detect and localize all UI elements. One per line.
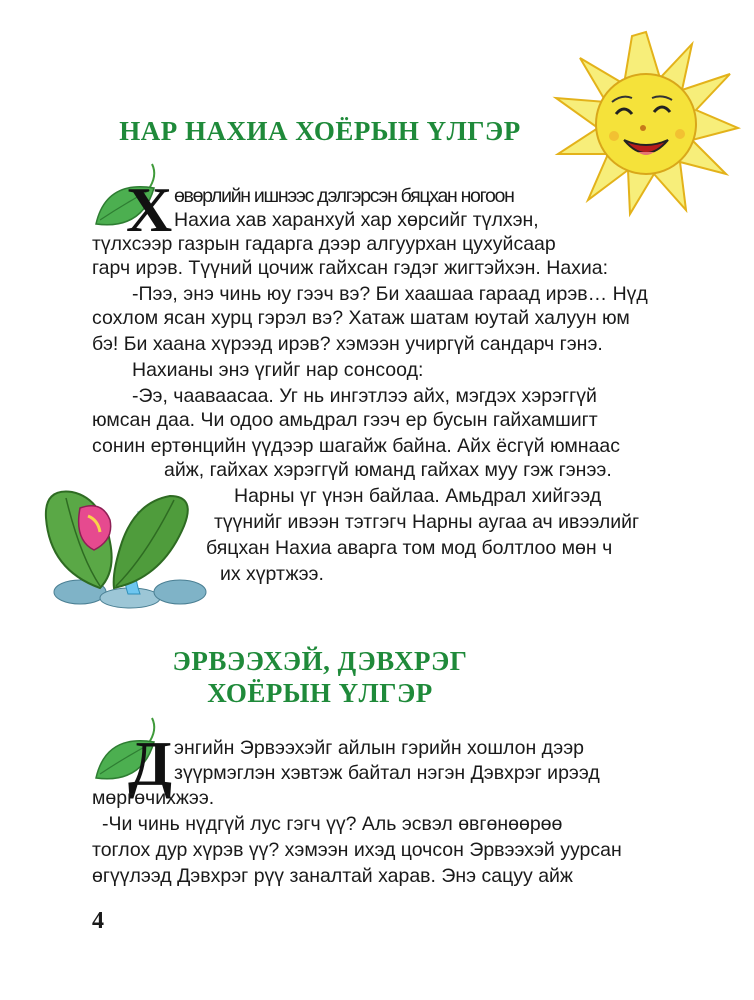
story1-line: гарч ирэв. Түүний цочиж гайхсан гэдэг жигтэйхэн. Нахиа:	[92, 257, 609, 279]
story2-title-line1: ЭРВЭЭХЭЙ, ДЭВХРЭГ	[172, 646, 468, 676]
story1-line: сонин ертөнцийн үүдээр шагайж байна. Айх ёсгүй юмнаас	[92, 435, 621, 457]
story2-line: өгүүлээд Дэвхрэг рүү заналтай харав. Энэ сацуу айж	[92, 865, 573, 887]
story2-line: -Чи чинь нүдгүй лус гэгч үү? Аль эсвэл өвгөнөөрөө	[102, 813, 563, 835]
story1-line: айж, гайхах хэрэггүй юманд гайхах муу гэж гэнээ.	[164, 459, 612, 481]
story1-line: юмсан даа. Чи одоо амьдрал гээч ер бусын гайхамшигт	[92, 409, 598, 431]
story1-line: сохлом ясан хурц гэрэл вэ? Хатаж шатам юутай халуун юм	[92, 307, 630, 329]
story1-line: бэ! Би хаана хүрээд ирэв? хэмээн учиргүй сандарч гэнэ.	[92, 333, 603, 355]
story1-line: Нарны үг үнэн байлаа. Амьдрал хийгээд	[234, 485, 602, 507]
story1-line: -Ээ, чааваасаа. Уг нь ингэтлээ айх, мэгдэх хэрэггүй	[132, 385, 597, 407]
story2-line: зүүрмэглэн хэвтэж байтал нэгэн Дэвхрэг ирээд	[174, 762, 600, 784]
story1-line: -Пээ, энэ чинь юу гээч вэ? Би хаашаа гараад ирэв… Нүд	[132, 283, 648, 305]
story1-line: өвөрлийн ишнээс дэлгэрсэн бяцхан ногоон	[174, 185, 514, 207]
story2-line: энгийн Эрвээхэйг айлын гэрийн хошлон дээр	[174, 737, 585, 759]
drop-cap-2: Д	[128, 728, 173, 799]
story1-line: түлхсээр газрын гадарга дээр алгуурхан цухуйсаар	[92, 233, 556, 255]
story1-line: түүнийг ивээн тэтгэгч Нарны аугаа ач ивээлийг	[214, 511, 640, 533]
story1-line: Нахианы энэ үгийг нар сонсоод:	[132, 359, 424, 381]
story1-line: бяцхан Нахиа аварга том мод болтлоо мөн ч	[206, 537, 613, 559]
story1-line: Нахиа хав харанхуй хар хөрсийг түлхэн,	[174, 209, 539, 231]
story2-line: мөргөчихжээ.	[92, 787, 215, 809]
sprout-illustration	[40, 462, 220, 610]
story2-title-line2: ХОЁРЫН ҮЛГЭР	[207, 678, 433, 708]
story1-line: их хүртжээ.	[220, 563, 324, 585]
story2-line: тоглох дур хүрэв үү? хэмээн ихэд цочсон Эрвээхэй уурсан	[92, 839, 622, 861]
story1-title: НАР НАХИА ХОЁРЫН ҮЛГЭР	[119, 116, 521, 146]
page-number: 4	[92, 908, 104, 934]
drop-cap-1: Х	[126, 174, 173, 245]
